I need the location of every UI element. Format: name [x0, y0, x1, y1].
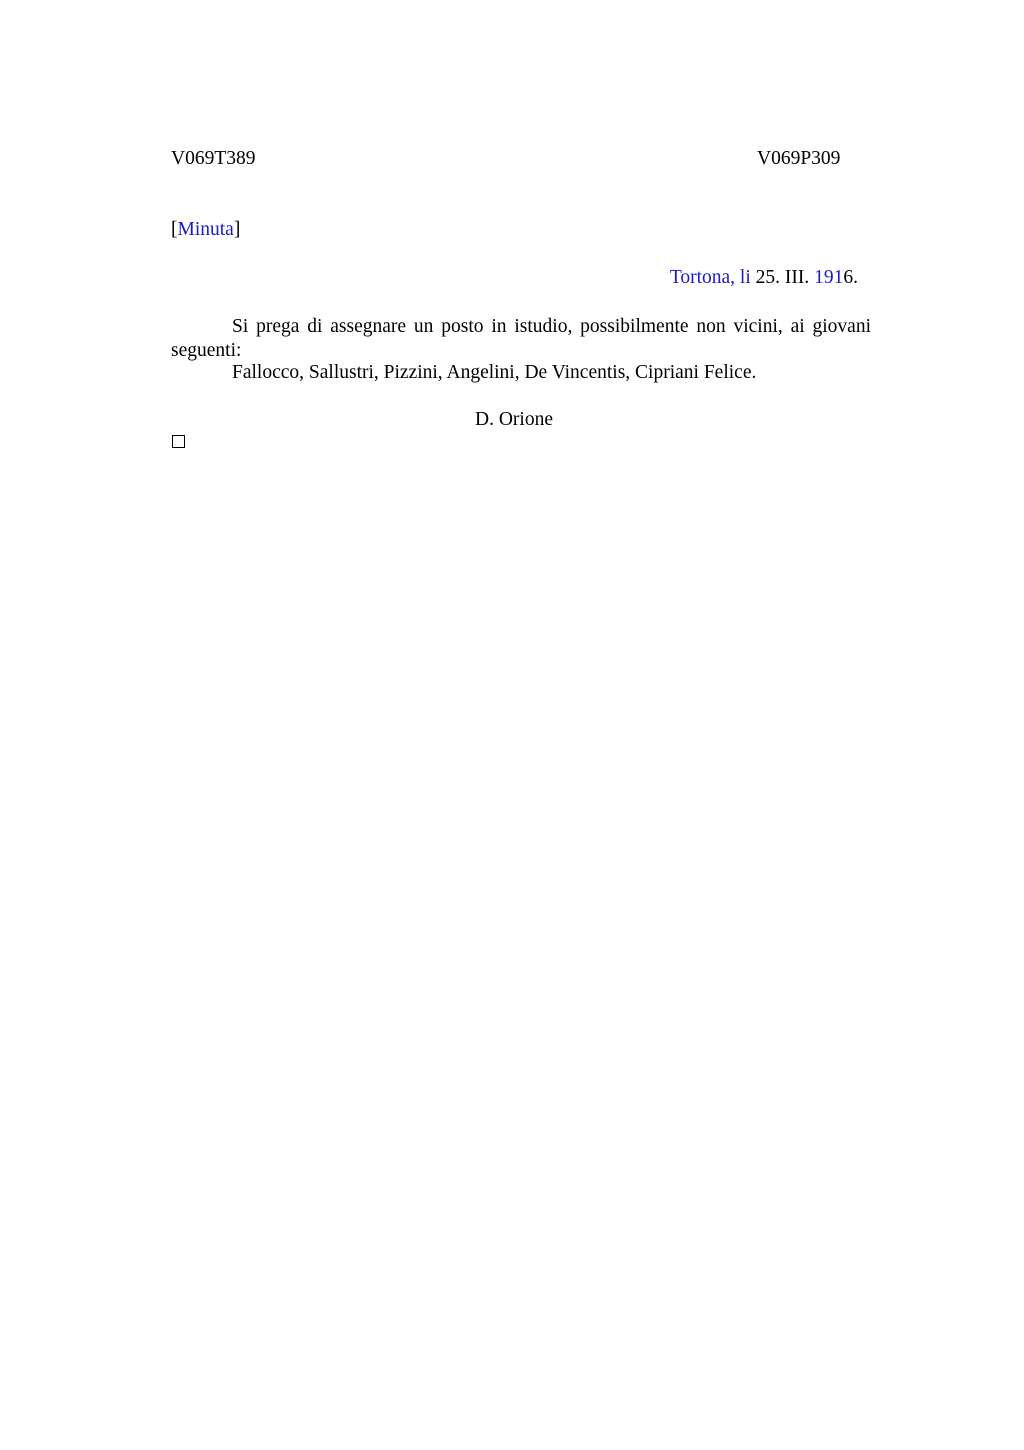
empty-square-icon [172, 435, 185, 448]
signature: D. Orione [475, 409, 553, 430]
bracket-open: [ [171, 219, 178, 240]
bracket-close: ] [233, 219, 241, 240]
header-left-code: V069T389 [171, 148, 256, 169]
dateline-year-tail: 6. [843, 267, 858, 288]
dateline-place: Tortona, li [669, 267, 751, 288]
document-type-label: Minuta [177, 219, 234, 240]
dateline-year-prefix: 191 [814, 267, 844, 288]
header-right-code: V069P309 [757, 148, 841, 169]
names-list: Fallocco, Sallustri, Pizzini, Angelini, De Vincentis, Cipriani Felice. [232, 362, 757, 383]
dateline [670, 268, 858, 288]
dateline-date: 25. III. [750, 267, 815, 288]
body-paragraph: Si prega di assegnare un posto in istudio, possibilmente non vicini, ai giovani seguenti: [171, 316, 871, 361]
document-type-note [171, 220, 240, 240]
